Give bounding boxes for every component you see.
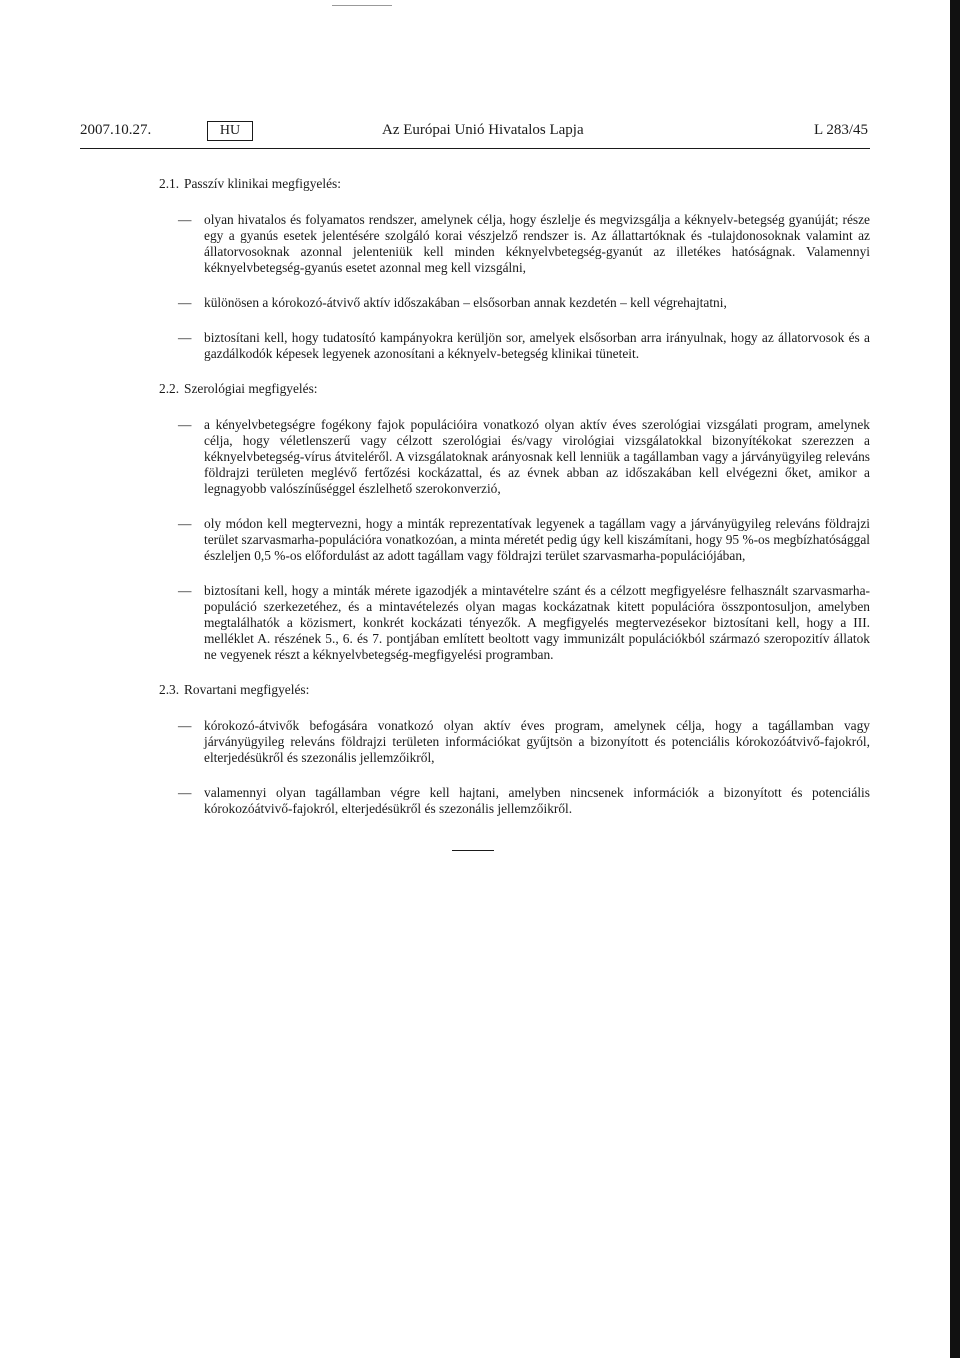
page-header [80, 122, 870, 144]
list-item [80, 785, 870, 817]
list-item [80, 330, 870, 362]
bullet-dash: — [178, 212, 192, 227]
section-heading [80, 682, 870, 698]
bullet-dash: — [178, 583, 192, 598]
section-title: Szerológiai megfigyelés: [184, 381, 318, 396]
section-heading [80, 381, 870, 397]
list-item-text: különösen a kórokozó-átvivő aktív időszakában – elsősorban annak kezdetén – kell végrehajtatni, [204, 295, 727, 310]
scan-top-mark [332, 5, 392, 6]
scan-edge-line [950, 0, 960, 1358]
list-item-text: biztosítani kell, hogy tudatosító kampányokra kerüljön sor, amelyek elsősorban arra irányulnak, hogy az állatorvosok és a gazdálkodók képesek legyenek azonosítani a kéknyelv-betegség klinikai tüneteit. [204, 330, 870, 361]
journal-title: Az Európai Unió Hivatalos Lapja [382, 122, 584, 138]
bullet-dash: — [178, 295, 192, 310]
list-item-text: a kényelvbetegségre fogékony fajok populációira vonatkozó olyan aktív éves szerológiai vizsgálati program, amelynek célja, hogy véletlenszerű vagy célzott szerológiai és/vagy virológiai vizsgálatokkal bizonyítékokat szerezzen a kéknyelvbetegség-vírus átviteléről. A vizsgálatoknak arányosnak kell lenniük a tagállamban vagy a járványügyileg releváns földrajzi területen meglévő fertőzési kockázattal, és az évnek abban az időszakában kell elvégezni őket, amikor a legnagyobb valószínűséggel észlelhető szerokonverzió, [204, 417, 870, 496]
bullet-dash: — [178, 516, 192, 531]
list-item [80, 295, 870, 311]
list-item [80, 417, 870, 497]
page-number: L 283/45 [813, 122, 868, 138]
section-heading [80, 176, 870, 192]
list-item [80, 718, 870, 766]
bullet-dash: — [178, 718, 192, 733]
header-date: 2007.10.27. [80, 122, 152, 138]
list-item [80, 516, 870, 564]
list-item [80, 583, 870, 663]
language-badge: HU [207, 121, 253, 141]
section-number: 2.2. [159, 381, 180, 396]
section-title: Rovartani megfigyelés: [184, 682, 310, 697]
section-number: 2.3. [159, 682, 180, 697]
list-item-text: biztosítani kell, hogy a minták mérete igazodjék a mintavételre szánt és a célzott megfigyelésre felhasznált szarvasmarha-populáció szerkezetéhez, és a mintavételezés olyan magas kockázatnak kitett populációra összpontosuljon, amelyben megtalálhatók a közismert, konkrét kockázati tényezők. A megfigyelés megtervezésekor biztosítani kell, hogy a III. melléklet A. részének 5., 6. és 7. pontjában említett beoltott vagy immunizált populációkból származó szeropozitív állatok ne vegyenek részt a kéknyelvbetegség-megfigyelési programban. [204, 583, 870, 662]
list-item [80, 212, 870, 276]
list-item-text: olyan hivatalos és folyamatos rendszer, amelynek célja, hogy észlelje és megvizsgálja a kéknyelv-betegség gyanúját; része egy a gyanús esetek jelentésére szolgáló korai vészjelző rendszer is. Az állattartóknak és -tulajdonosoknak valamint az állatorvosoknak azonnal jelenteniük kell minden kéknyelvbetegség-gyanút az illetékes hatóságnak. Valamennyi kéknyelvbetegség-gyanús esetet azonnal meg kell vizsgálni, [204, 212, 870, 275]
document-body [80, 176, 870, 836]
bullet-dash: — [178, 330, 192, 345]
section-number: 2.1. [159, 176, 180, 191]
list-item-text: valamennyi olyan tagállamban végre kell hajtani, amelyben nincsenek információk a bizonyított és potenciális kórokozóátvivő-fajokról, elterjedésükről és szezonális jellemzőikről. [204, 785, 870, 816]
list-item-text: kórokozó-átvivők befogására vonatkozó olyan aktív éves program, amelynek célja, hogy a tagállamban vagy járványügyileg releváns földrajzi területen információkat gyűjtsön a bizonyított és potenciális kórokozóátvivő-fajokról, elterjedésükről és szezonális jellemzőikről, [204, 718, 870, 765]
bullet-dash: — [178, 785, 192, 800]
section-title: Passzív klinikai megfigyelés: [184, 176, 341, 191]
list-item-text: oly módon kell megtervezni, hogy a minták reprezentatívak legyenek a tagállam vagy a járványügyileg releváns földrajzi terület szarvasmarha-populációra vonatkozóan, a minta méretét pedig úgy kell kiszámítani, hogy 95 %-os megbízhatósággal észleljen 0,5 %-os előfordulást az adott tagállam vagy földrajzi terület szarvasmarha-populációjában, [204, 516, 870, 563]
end-of-text-rule [452, 850, 494, 851]
bullet-dash: — [178, 417, 192, 432]
header-rule [80, 148, 870, 149]
